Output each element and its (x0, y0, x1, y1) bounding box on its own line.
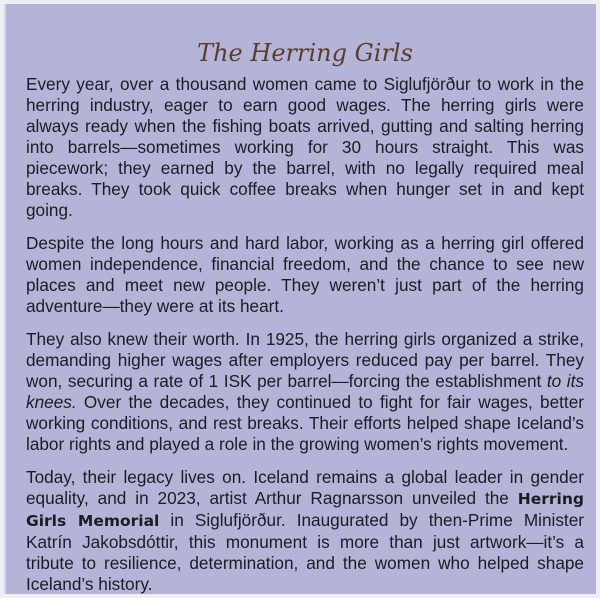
paragraph-2: Despite the long hours and hard labor, working as a herring girl offered women independence, financial freedom, and the chance to see new places and meet new people. They weren’t just part of the herring adventure—they were at its heart. (26, 233, 584, 316)
info-panel (4, 4, 596, 594)
paragraph-4-text-end: in Siglufjörður. Inaugurated by then-Prime Minister Katrín Jakobsdóttir, this monument is more than just artwork—it’s a tribute to resilience, determination, and the women who helped shape Iceland’s history. (26, 510, 584, 594)
paragraph-3-text-end: Over the decades, they continued to fight for fair wages, better working conditions, and rest breaks. Their efforts helped shape Iceland’s labor rights and played a role in the growing women’s rights movement. (26, 392, 584, 454)
paragraph-3-emphasis: to its knees. (26, 371, 584, 412)
article-title: The Herring Girls (197, 39, 413, 67)
paragraph-3-text-start: They also knew their worth. In 1925, the herring girls organized a strike, demanding higher wages after employers reduced pay per barrel. They won, securing a rate of 1 ISK per barrel—forcing the establishment (26, 329, 584, 391)
paragraph-3 (26, 329, 584, 455)
paragraph-4-text-start: Today, their legacy lives on. Iceland remains a global leader in gender equality, and in 2023, artist Arthur Ragnarsson unveiled the (26, 467, 584, 508)
paragraph-1: Every year, over a thousand women came to Siglufjörður to work in the herring industry, eager to earn good wages. The herring girls were always ready when the fishing boats arrived, gutting and salting herring into barrels—sometimes working for 30 hours straight. This was piecework; they earned by the barrel, with no legally required meal breaks. They took quick coffee breaks when hunger set in and kept going. (26, 74, 584, 220)
memorial-name: Herring Girls Memorial (26, 490, 584, 530)
paragraph-4 (26, 467, 584, 595)
